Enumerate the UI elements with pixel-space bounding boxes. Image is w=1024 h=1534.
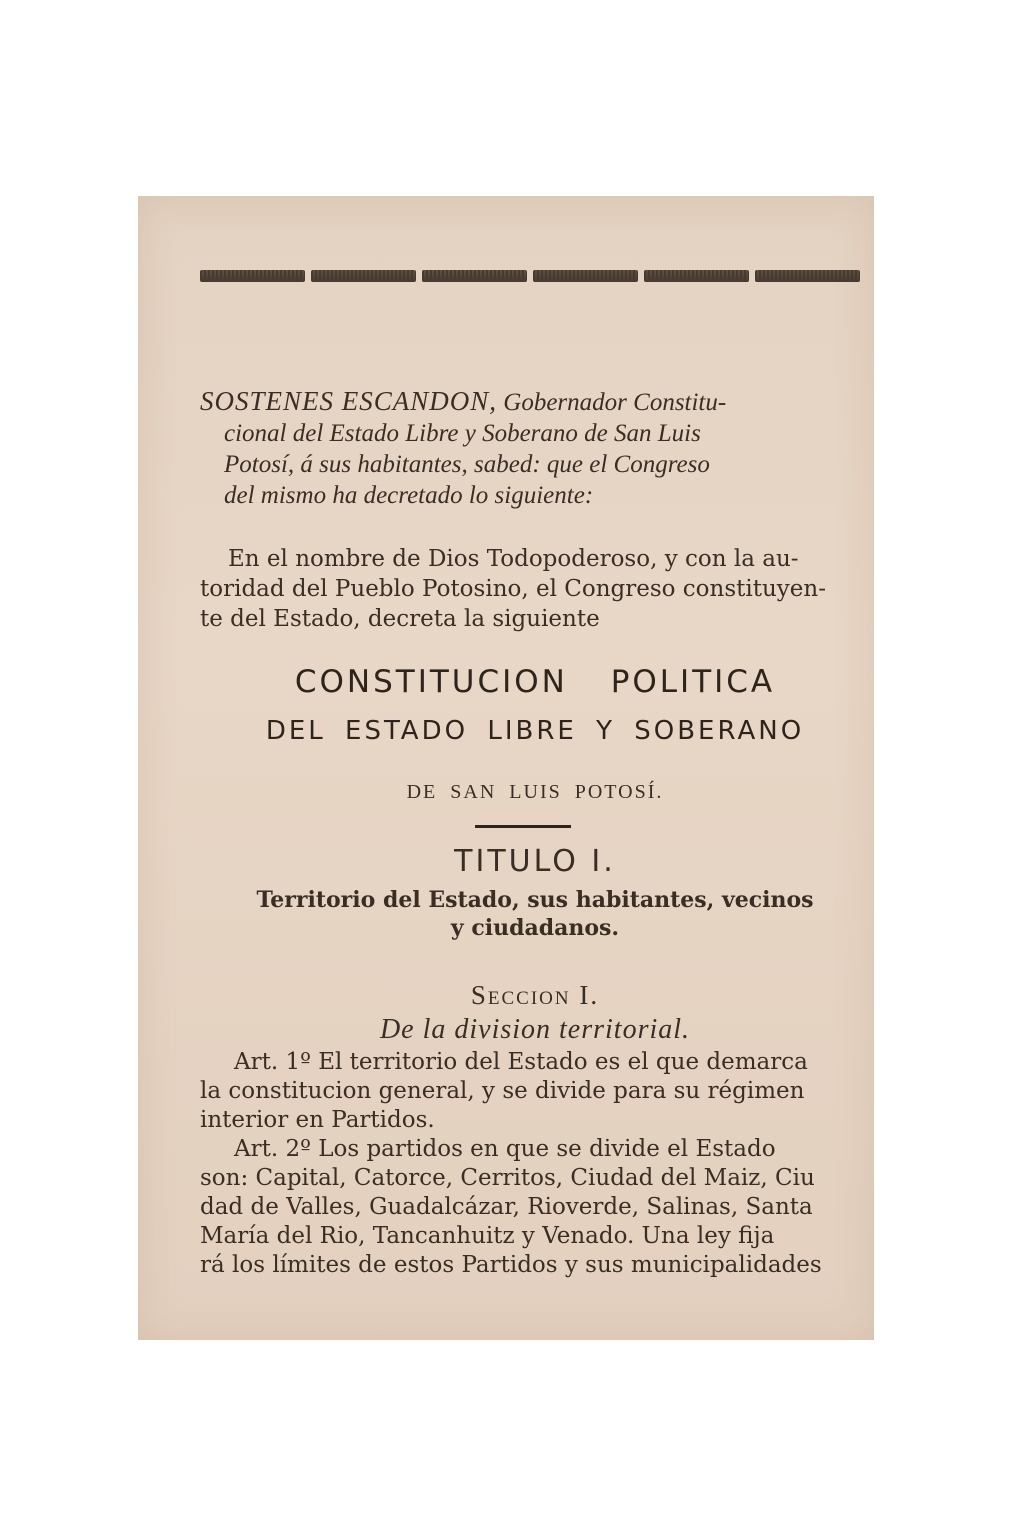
section-divider bbox=[475, 825, 571, 828]
article-line: son: Capital, Catorce, Cerritos, Ciudad del Maiz, Ciu bbox=[200, 1165, 815, 1191]
titulo-subtitle bbox=[200, 886, 870, 942]
intro-line: Potosí, á sus habitantes, sabed: que el Congreso bbox=[224, 451, 710, 478]
ornament-segment bbox=[533, 270, 638, 282]
ornament-segment bbox=[200, 270, 305, 282]
ornament-segment bbox=[422, 270, 527, 282]
ornament-segment bbox=[644, 270, 749, 282]
seccion-heading: Seccion I. bbox=[470, 980, 600, 1010]
ornament-segment bbox=[311, 270, 416, 282]
intro-line: cional del Estado Libre y Soberano de San Luis bbox=[224, 420, 701, 447]
article-line: Art. 1º El territorio del Estado es el que demarca bbox=[234, 1049, 808, 1075]
article-line: la constitucion general, y se divide para su régimen bbox=[200, 1078, 805, 1104]
articles bbox=[200, 1048, 870, 1280]
article-line: rá los límites de estos Partidos y sus municipalidades bbox=[200, 1252, 822, 1278]
article-line: Art. 2º Los partidos en que se divide el Estado bbox=[234, 1136, 776, 1162]
seccion-subtitle: De la division territorial. bbox=[379, 1014, 691, 1045]
titulo-subtitle-line: Territorio del Estado, sus habitantes, vecinos bbox=[256, 887, 814, 913]
preamble-line: toridad del Pueblo Potosino, el Congreso constituyen- bbox=[200, 576, 826, 602]
document-subtitle-place: DE SAN LUIS POTOSÍ. bbox=[406, 781, 664, 803]
decree-intro bbox=[200, 386, 870, 511]
intro-line: SOSTENES ESCANDON, Gobernador Constitu- bbox=[200, 386, 727, 416]
article-line: dad de Valles, Guadalcázar, Rioverde, Salinas, Santa bbox=[200, 1194, 813, 1220]
preamble-line: te del Estado, decreta la siguiente bbox=[200, 606, 600, 632]
intro-line: del mismo ha decretado lo siguiente: bbox=[224, 482, 594, 509]
titulo-subtitle-line: y ciudadanos. bbox=[450, 915, 620, 941]
governor-name: SOSTENES ESCANDON, bbox=[200, 386, 498, 416]
document-title: CONSTITUCION POLITICA bbox=[294, 664, 776, 700]
preamble-line: En el nombre de Dios Todopoderoso, y con la au- bbox=[228, 546, 799, 572]
document-subtitle: DEL ESTADO LIBRE Y SOBERANO bbox=[265, 716, 805, 746]
preamble bbox=[200, 544, 870, 634]
titulo-heading: TITULO I. bbox=[454, 844, 616, 879]
article-line: interior en Partidos. bbox=[200, 1107, 435, 1133]
article-line: María del Rio, Tancanhuitz y Venado. Una ley fija bbox=[200, 1223, 775, 1249]
decorative-border bbox=[200, 268, 860, 284]
ornament-segment bbox=[755, 270, 860, 282]
book-page bbox=[138, 196, 874, 1340]
